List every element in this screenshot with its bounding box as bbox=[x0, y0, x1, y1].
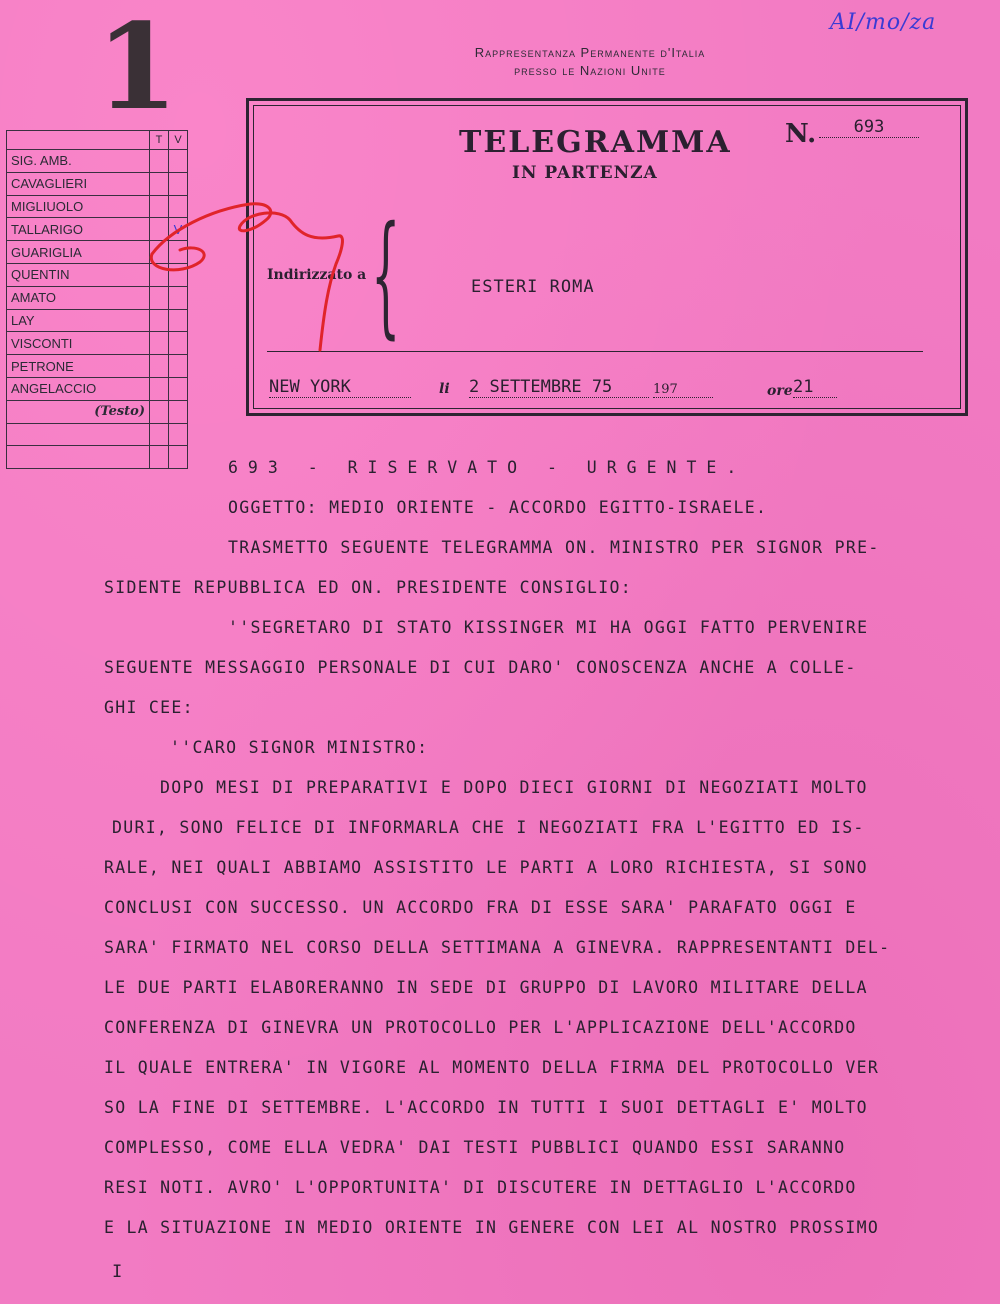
telegram-number: 693 bbox=[819, 117, 919, 138]
body-line: ''CARO SIGNOR MINISTRO: bbox=[170, 738, 429, 757]
body-line: TRASMETTO SEGUENTE TELEGRAMMA ON. MINISTRO PER SIGNOR PRE- bbox=[228, 538, 880, 557]
routing-recipient: MIGLIUOLO bbox=[7, 195, 150, 218]
routing-col-v: V bbox=[169, 131, 188, 150]
body-line: SEGUENTE MESSAGGIO PERSONALE DI CUI DARO' CONOSCENZA ANCHE A COLLE- bbox=[104, 658, 857, 677]
year-label: 197 bbox=[653, 382, 713, 398]
date-label: li bbox=[439, 381, 450, 397]
body-line: SIDENTE REPUBBLICA ED ON. PRESIDENTE CONSIGLIO: bbox=[104, 578, 632, 597]
telegram-number-label: N. bbox=[785, 119, 817, 149]
date-value: 2 SETTEMBRE 75 bbox=[469, 377, 649, 398]
routing-recipient: AMATO bbox=[7, 286, 150, 309]
routing-recipient: CAVAGLIERI bbox=[7, 172, 150, 195]
routing-recipient: LAY bbox=[7, 309, 150, 332]
body-line: DOPO MESI DI PREPARATIVI E DOPO DIECI GIORNI DI NEGOZIATI MOLTO bbox=[160, 778, 868, 797]
routing-recipient: QUENTIN bbox=[7, 263, 150, 286]
body-line: OGGETTO: MEDIO ORIENTE - ACCORDO EGITTO-ISRAELE. bbox=[228, 498, 768, 517]
issuing-office-line-2: presso le Nazioni Unite bbox=[514, 63, 666, 78]
margin-mark: I bbox=[112, 1262, 123, 1282]
body-line: SO LA FINE DI SETTEMBRE. L'ACCORDO IN TUTTI I SUOI DETTAGLI E' MOLTO bbox=[104, 1098, 868, 1117]
routing-recipient: TALLARIGO bbox=[7, 218, 150, 241]
body-line: RALE, NEI QUALI ABBIAMO ASSISTITO LE PARTI A LORO RICHIESTA, SI SONO bbox=[104, 858, 868, 877]
body-line: CONFERENZA DI GINEVRA UN PROTOCOLLO PER L'APPLICAZIONE DELL'ACCORDO bbox=[104, 1018, 857, 1037]
routing-recipient: ANGELACCIO bbox=[7, 377, 150, 400]
body-line: LE DUE PARTI ELABORERANNO IN SEDE DI GRUPPO DI LAVORO MILITARE DELLA bbox=[104, 978, 868, 997]
address-value: ESTERI ROMA bbox=[471, 277, 595, 297]
handwritten-code: AI/mo/za bbox=[830, 10, 937, 35]
routing-recipient: SIG. AMB. bbox=[7, 150, 150, 173]
routing-recipient: VISCONTI bbox=[7, 332, 150, 355]
place-value: NEW YORK bbox=[269, 377, 411, 398]
routing-recipient: GUARIGLIA bbox=[7, 241, 150, 264]
issuing-office-line-1: Rappresentanza Permanente d'Italia bbox=[474, 45, 706, 60]
address-brace: { bbox=[371, 198, 401, 352]
time-value: 21 bbox=[793, 377, 837, 398]
telegram-title: TELEGRAMMA bbox=[459, 125, 732, 160]
body-line: GHI CEE: bbox=[104, 698, 194, 717]
body-line: COMPLESSO, COME ELLA VEDRA' DAI TESTI PUBBLICI QUANDO ESSI SARANNO bbox=[104, 1138, 846, 1157]
routing-v-cell: V bbox=[169, 218, 188, 241]
body-line: IL QUALE ENTRERA' IN VIGORE AL MOMENTO DELLA FIRMA DEL PROTOCOLLO VER bbox=[104, 1058, 880, 1077]
body-line: CONCLUSI CON SUCCESSO. UN ACCORDO FRA DI ESSE SARA' PARAFATO OGGI E bbox=[104, 898, 857, 917]
telegram-subtitle: IN PARTENZA bbox=[512, 163, 658, 183]
body-line: DURI, SONO FELICE DI INFORMARLA CHE I NEGOZIATI FRA L'EGITTO ED IS- bbox=[112, 818, 865, 837]
routing-recipient: PETRONE bbox=[7, 355, 150, 378]
body-line: SARA' FIRMATO NEL CORSO DELLA SETTIMANA A GINEVRA. RAPPRESENTANTI DEL- bbox=[104, 938, 891, 957]
routing-testo-label: (Testo) bbox=[7, 400, 150, 423]
document-number: 1 bbox=[96, 0, 179, 136]
body-line: E LA SITUAZIONE IN MEDIO ORIENTE IN GENERE CON LEI AL NOSTRO PROSSIMO bbox=[104, 1218, 880, 1237]
body-line: RESI NOTI. AVRO' L'OPPORTUNITA' DI DISCUTERE IN DETTAGLIO L'ACCORDO bbox=[104, 1178, 857, 1197]
time-label: ore bbox=[767, 383, 793, 399]
address-label: Indirizzato a bbox=[267, 267, 367, 283]
routing-col-t: T bbox=[150, 131, 169, 150]
body-heading: 693 - RISERVATO - URGENTE. bbox=[228, 458, 747, 477]
body-line: ''SEGRETARO DI STATO KISSINGER MI HA OGGI FATTO PERVENIRE bbox=[228, 618, 869, 637]
